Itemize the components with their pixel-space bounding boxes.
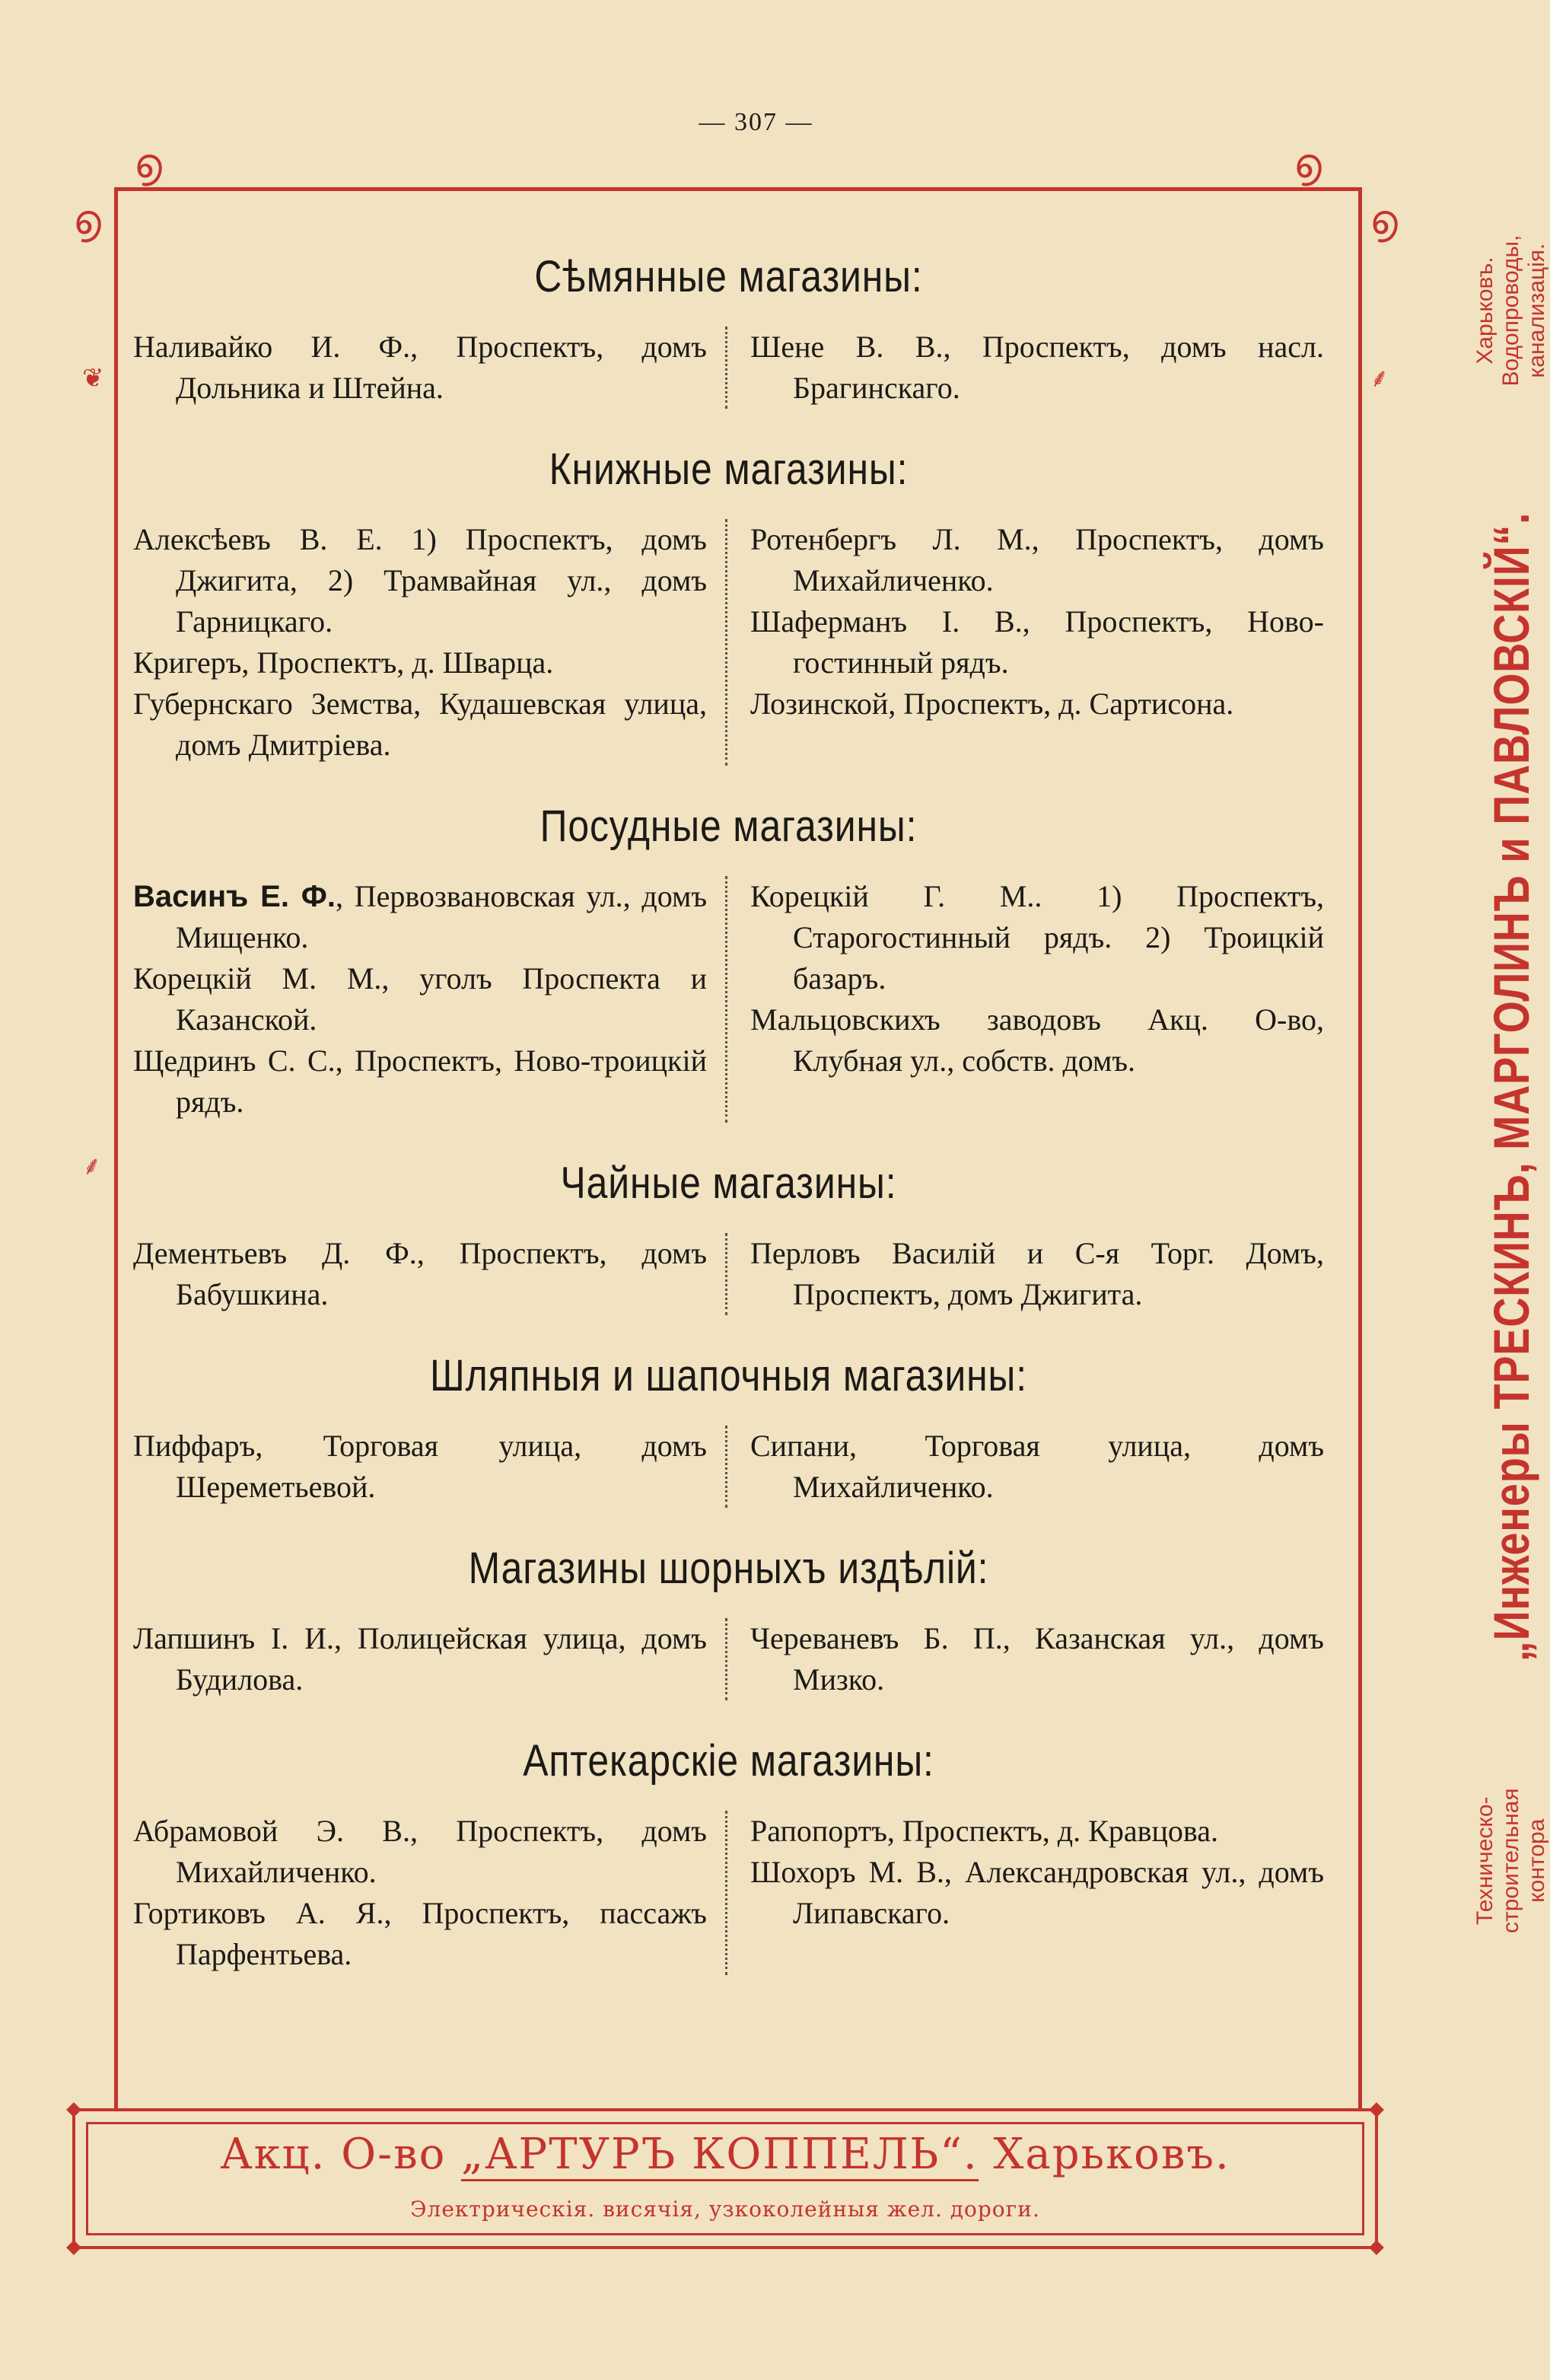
section-title: Книжные магазины: [549,444,909,494]
list-item: Корецкій М. М., уголъ Проспекта и Казанской. [133,961,707,1037]
list-item: Сипани, Торговая улица, домъ Михайличенко. [750,1429,1324,1504]
list-item: Рапопортъ, Проспектъ, д. Кравцова. [750,1814,1218,1848]
list-item: Губернскаго Земства, Кудашевская улица, домъ Дмитріева. [133,687,707,762]
section-crockery-shops [133,801,1324,1123]
side-ad-company-name: „Инженеры ТРЕСКИНЪ, МАРГОЛИНЪ и ПАВЛОВСКІЙ“. [1483,512,1539,1662]
section-pharmacy-shops [133,1735,1324,1975]
column-divider [725,519,727,766]
corner-diamond-icon [66,2240,81,2255]
list-item: Лозинской, Проспектъ, д. Сартисона. [750,687,1234,721]
list-item: Шене В. В., Проспектъ, домъ насл. Брагинскаго. [750,330,1324,405]
section-title: Шляпныя и шапочныя магазины: [430,1351,1027,1400]
frame-right-line [1358,187,1362,2108]
list-item: Дементьевъ Д. Ф., Проспектъ, домъ Бабушкина. [133,1236,707,1311]
column-divider [725,1426,727,1508]
section-tea-shops [133,1158,1324,1315]
ornament-right-flourish-icon: ⸙ [1370,363,1389,393]
frame-left-line [114,187,118,2108]
corner-diamond-icon [66,2102,81,2117]
directory-content [133,251,1324,2010]
bottom-ad-subtitle: Электрическія. висячія, узкоколейныя жел. дороги. [410,2197,1040,2222]
section-title: Аптекарскіе магазины: [523,1736,934,1786]
list-item: Шохоръ М. В., Александровская ул., домъ Липавскаго. [750,1855,1324,1930]
side-ad-description [1472,1788,1550,1933]
list-item: Корецкій Г. М.. 1) Проспектъ, Старогостинный рядъ. 2) Троицкій базаръ. [750,879,1324,996]
ornament-left-flourish-icon: ❦ [82,363,104,393]
ornament-top-left-corner-icon: ൭ [73,196,101,244]
side-ad-description-line1: Техническо-строительная [1472,1788,1523,1933]
column-divider [725,327,727,409]
entry-text: , Первозвановская ул., домъ Мищенко. [176,879,708,954]
list-item: Наливайко И. Ф., Проспектъ, домъ Дольника и Штейна. [133,330,707,405]
column-divider [725,1233,727,1315]
bottom-ad-prefix: Акц. О-во [220,2130,462,2179]
side-ad-city: Харьковъ. [1472,256,1497,365]
bottom-advertisement [72,2108,1378,2249]
section-title: Сѣмянные магазины: [534,252,923,301]
section-hat-shops [133,1350,1324,1508]
section-seed-shops [133,251,1324,409]
section-title: Посудные магазины: [539,801,918,851]
entry-bold-name: Васинъ Е. Ф. [133,880,336,913]
column-divider [725,1618,727,1700]
corner-diamond-icon [1369,2240,1384,2255]
ornament-left-flourish-icon-2: ⸙ [82,1151,102,1181]
side-ad-description-line2: контора [1524,1818,1549,1903]
list-item: Шаферманъ І. В., Проспектъ, Ново-гостинный рядъ. [750,604,1324,680]
list-item: Перловъ Василій и С-я Торг. Домъ, Проспектъ, домъ Джигита. [750,1236,1324,1311]
ornament-top-right-corner-icon: ൭ [1370,196,1398,244]
corner-diamond-icon [1369,2102,1384,2117]
frame-top-line [114,187,1362,191]
side-advertisement [1472,234,1550,1933]
bottom-ad-title [75,2130,1375,2179]
list-item: Абрамовой Э. В., Проспектъ, домъ Михайличенко. [133,1814,707,1889]
list-item: Щедринъ С. С., Проспектъ, Ново-троицкій рядъ. [133,1043,707,1119]
section-title: Чайные магазины: [560,1158,897,1208]
section-book-shops [133,444,1324,766]
list-item [133,876,707,958]
list-item: Череваневъ Б. П., Казанская ул., домъ Мизко. [750,1621,1324,1697]
column-divider [725,876,727,1123]
ornament-top-right-icon: ൭ [1294,139,1322,187]
page-number: — 307 — [699,108,813,136]
side-ad-services: Водопроводы, канализація. [1498,234,1549,387]
ornament-top-left-icon: ൭ [134,139,162,187]
list-item: Гортиковъ А. Я., Проспектъ, пассажъ Парфентьева. [133,1896,707,1971]
side-ad-location [1472,235,1550,387]
list-item: Ротенбергъ Л. М., Проспектъ, домъ Михайличенко. [750,522,1324,597]
bottom-ad-company: „АРТУРЪ КОППЕЛЬ“. [461,2130,979,2181]
list-item: Пиффаръ, Торговая улица, домъ Шереметьевой. [133,1429,707,1504]
list-item: Алексѣевъ В. Е. 1) Проспектъ, домъ Джигита, 2) Трамвайная ул., домъ Гарницкаго. [133,522,707,639]
list-item: Лапшинъ І. И., Полицейская улица, домъ Будилова. [133,1621,707,1697]
section-title: Магазины шорныхъ издѣлій: [468,1544,989,1593]
list-item: Мальцовскихъ заводовъ Акц. О-во, Клубная ул., собств. домъ. [750,1002,1324,1078]
list-item: Кригеръ, Проспектъ, д. Шварца. [133,645,554,680]
column-divider [725,1811,727,1975]
section-harness-shops [133,1543,1324,1700]
bottom-ad-city: Харьковъ. [978,2130,1230,2179]
